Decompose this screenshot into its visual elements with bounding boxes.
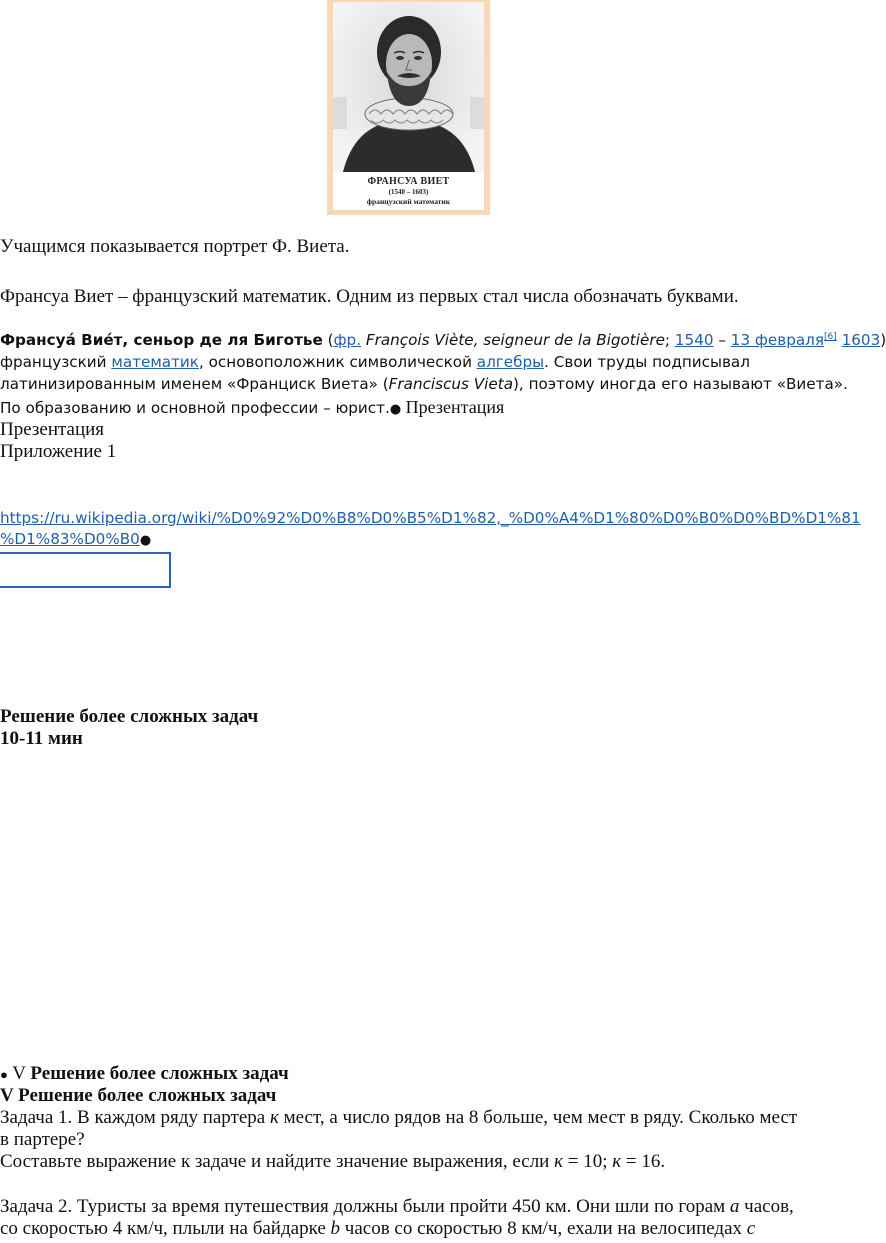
link-algebra[interactable]: алгебры bbox=[476, 353, 545, 371]
portrait-image bbox=[333, 2, 484, 172]
variable-b: b bbox=[330, 1218, 341, 1239]
variable-k: к bbox=[554, 1151, 563, 1172]
wiki-name: Франсуа́ Вие́т, сеньор де ля Биготье bbox=[0, 331, 323, 349]
intro-line-1: Учащимся показывается портрет Ф. Виета. bbox=[0, 236, 350, 257]
text-fragment: , основоположник символической bbox=[198, 353, 477, 371]
text-fragment: Задача 2. Туристы за время путешествия должны были пройти 450 км. Они шли по горам bbox=[0, 1196, 730, 1217]
task2-line-1 bbox=[0, 1196, 794, 1218]
text-fragment: . Свои труды подписывал bbox=[544, 353, 750, 371]
text-fragment: ), поэтому иногда его называют «Виета». bbox=[513, 375, 848, 393]
tasks-heading: Решение более сложных задач bbox=[30, 1063, 289, 1084]
intro-line-2: Франсуа Виет – французский математик. Одним из первых стал числа обозначать буквами. bbox=[0, 286, 739, 307]
link-death-date[interactable]: 13 февраля bbox=[730, 331, 825, 349]
portrait-caption-years: (1540 – 1603) bbox=[388, 188, 429, 196]
link-death-year[interactable]: 1603 bbox=[841, 331, 881, 349]
bullet-icon: ● bbox=[139, 533, 152, 548]
link-birth-year[interactable]: 1540 bbox=[674, 331, 714, 349]
bullet-icon: ● bbox=[389, 402, 402, 417]
roman-numeral: V bbox=[12, 1063, 31, 1084]
text-fragment: Задача 1. В каждом ряду партера bbox=[0, 1107, 270, 1128]
footnote-link[interactable]: [6] bbox=[824, 331, 837, 342]
portrait-frame bbox=[333, 2, 484, 210]
latin-name: Franciscus Vieta bbox=[388, 375, 513, 393]
wiki-url-link[interactable]: https://ru.wikipedia.org/wiki/%D0%92%D0%B8%D0%B5%D1%82,_%D0%A4%D1%80%D0%B0%D0%BD%D1%81 bbox=[0, 509, 861, 527]
wiki-line-1 bbox=[0, 330, 886, 351]
task1-line-2: в партере? bbox=[0, 1129, 85, 1150]
text-fragment: часов, bbox=[739, 1196, 794, 1217]
tasks-heading-bullet bbox=[0, 1063, 289, 1086]
link-mathematician[interactable]: математик bbox=[111, 353, 199, 371]
presentation-inline: Презентация bbox=[401, 397, 505, 417]
wiki-url-link-cont[interactable]: %D1%83%D0%B0 bbox=[0, 530, 140, 548]
presentation-label: Презентация bbox=[0, 419, 105, 440]
text-fragment: ; bbox=[664, 331, 675, 349]
text-fragment: французский bbox=[0, 353, 112, 371]
variable-k: к bbox=[612, 1151, 622, 1172]
text-fragment: = 16. bbox=[621, 1151, 666, 1172]
text-fragment: часов со скоростью 8 км/ч, ехали на велосипедах bbox=[340, 1218, 747, 1239]
text-fragment: ) bbox=[880, 331, 886, 349]
url-line-2 bbox=[0, 529, 151, 551]
task1-line-3 bbox=[0, 1151, 665, 1173]
appendix-label: Приложение 1 bbox=[0, 441, 117, 462]
text-fragment: По образованию и основной профессии – юрист. bbox=[0, 399, 390, 417]
text-fragment: мест, а число рядов на 8 больше, чем мест в ряду. Сколько мест bbox=[278, 1107, 798, 1128]
empty-frame bbox=[0, 552, 171, 588]
text-fragment: Составьте выражение к задаче и найдите значение выражения, если bbox=[0, 1151, 555, 1172]
text-fragment: – bbox=[713, 331, 731, 349]
wiki-line-4 bbox=[0, 396, 504, 420]
wiki-line-2 bbox=[0, 352, 750, 373]
portrait-caption-name: ФРАНСУА ВИЕТ bbox=[367, 176, 450, 187]
text-fragment: ( bbox=[322, 331, 334, 349]
section-title: Решение более сложных задач bbox=[0, 706, 259, 727]
text-fragment: со скоростью 4 км/ч, плыли на байдарке bbox=[0, 1218, 331, 1239]
portrait-card bbox=[327, 0, 490, 215]
url-line-1 bbox=[0, 508, 861, 529]
text-fragment: латинизированным именем «Франциск Виета» ( bbox=[0, 375, 389, 393]
french-name: François Viète, seigneur de la Bigotière bbox=[361, 331, 665, 349]
wiki-line-3 bbox=[0, 374, 848, 395]
variable-k: к bbox=[269, 1107, 279, 1128]
task1-line-1 bbox=[0, 1107, 797, 1129]
section-time: 10-11 мин bbox=[0, 728, 83, 749]
portrait-caption-role: французский математик bbox=[366, 197, 451, 206]
bullet-icon: ● bbox=[0, 1067, 8, 1082]
text-fragment: = 10; bbox=[563, 1151, 613, 1172]
tasks-heading-repeat: V Решение более сложных задач bbox=[0, 1085, 277, 1106]
variable-c: с bbox=[746, 1218, 756, 1239]
link-lang-fr[interactable]: фр. bbox=[333, 331, 362, 349]
task2-line-2 bbox=[0, 1218, 755, 1240]
variable-a: а bbox=[729, 1196, 740, 1217]
